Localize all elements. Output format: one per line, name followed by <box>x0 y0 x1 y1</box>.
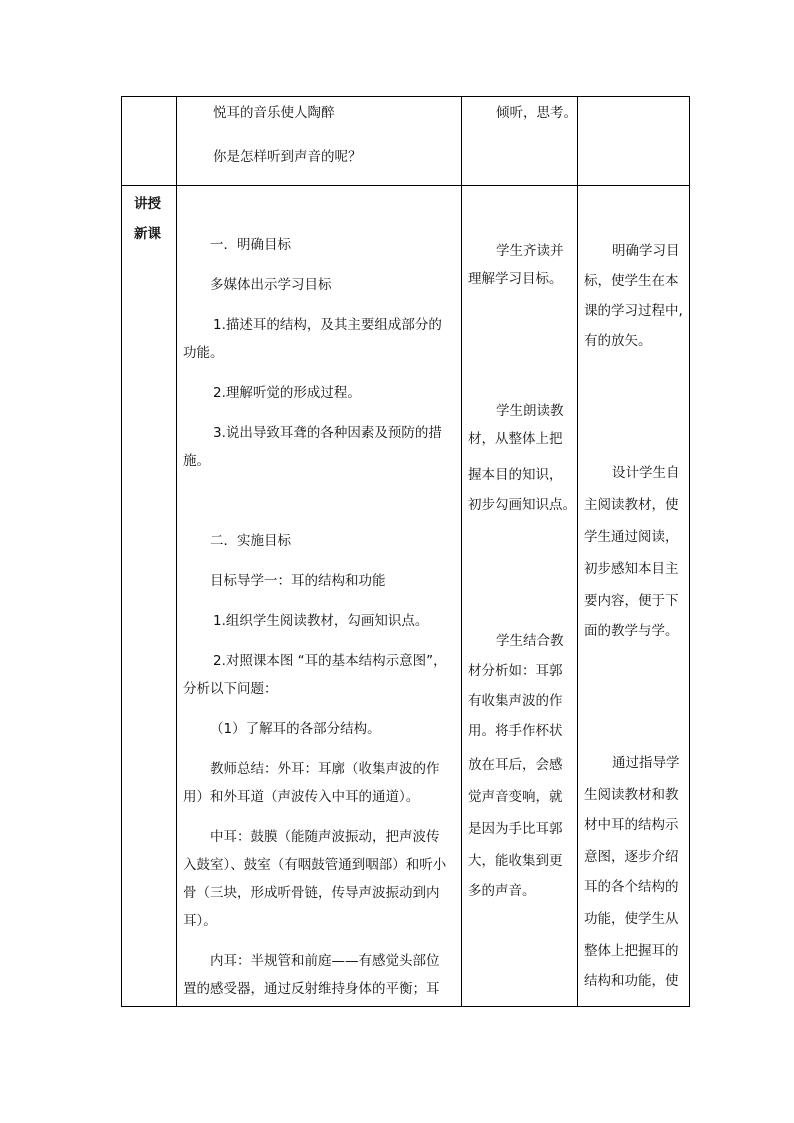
content-text: 多媒体出示学习目标 <box>210 277 332 293</box>
content-text: 3.说出导致耳聋的各种因素及预防的措 <box>213 425 442 441</box>
design-intent-text: 通过指导学 <box>612 755 680 771</box>
design-intent-text: 标，使学生在本 <box>584 273 679 289</box>
student-activity-intro: 倾听，思考。 <box>496 105 577 121</box>
student-activity-text: 觉声音变响，就 <box>468 789 563 805</box>
design-intent-text: 课的学习过程中, <box>584 303 683 319</box>
design-intent-text: 材中耳的结构示 <box>584 817 679 833</box>
content-text: 骨（三块，形成听骨链，传导声波振动到内 <box>183 885 440 901</box>
student-activity-text: 有收集声波的作 <box>468 693 563 709</box>
student-activity-text: 理解学习目标。 <box>468 271 563 287</box>
content-text: （1）了解耳的各部分结构。 <box>210 721 381 737</box>
student-activity-text: 材分析如：耳郭 <box>468 663 563 679</box>
row-divider <box>121 185 690 186</box>
design-intent-text: 意图，逐步介绍 <box>584 849 679 865</box>
student-activity-text: 学生齐读并 <box>496 243 564 259</box>
design-intent-text: 主阅读教材，使 <box>584 497 679 513</box>
table-border-right <box>689 96 690 1007</box>
student-activity-text: 用。将手作杯状 <box>468 723 563 739</box>
design-intent-text: 整体上把握耳的 <box>584 943 679 959</box>
student-activity-text: 大，能收集到更 <box>468 853 563 869</box>
content-heading-goals: 一．明确目标 <box>210 237 291 253</box>
intro-line-1: 悦耳的音乐使人陶醉 <box>213 105 335 121</box>
student-activity-text: 握本目的知识， <box>468 467 563 483</box>
student-activity-text: 是因为手比耳郭 <box>468 821 563 837</box>
intro-line-2: 你是怎样听到声音的呢？ <box>213 149 362 165</box>
student-activity-text: 学生结合教 <box>496 633 564 649</box>
column-divider-2 <box>461 96 462 1007</box>
content-text: 中耳：鼓膜（能随声波振动，把声波传 <box>210 829 440 845</box>
section-label-line-1: 讲授 <box>134 196 161 212</box>
content-text: 耳）。 <box>183 913 217 929</box>
content-heading-implement: 二．实施目标 <box>210 533 291 549</box>
design-intent-text: 面的教学与学。 <box>584 623 679 639</box>
student-activity-text: 学生朗读教 <box>496 403 564 419</box>
content-text: 2.理解听觉的形成过程。 <box>213 385 361 401</box>
design-intent-text: 初步感知本目主 <box>584 561 679 577</box>
table-border-bottom <box>121 1006 690 1007</box>
content-text: 1.组织学生阅读教材，勾画知识点。 <box>213 613 429 629</box>
content-text: 功能。 <box>183 345 224 361</box>
content-text: 目标导学一：耳的结构和功能 <box>210 573 386 589</box>
content-text: 2.对照课本图 “耳的基本结构示意图”， <box>213 653 447 669</box>
design-intent-text: 学生通过阅读， <box>584 529 679 545</box>
section-label-line-2: 新课 <box>134 226 161 242</box>
table-border-left <box>121 96 122 1007</box>
content-text: 内耳：半规管和前庭——有感觉头部位 <box>210 953 440 969</box>
content-text: 1.描述耳的结构，及其主要组成部分的 <box>213 317 442 333</box>
design-intent-text: 明确学习目 <box>612 243 680 259</box>
student-activity-text: 初步勾画知识点。 <box>468 497 576 513</box>
content-text: 教师总结：外耳：耳廓（收集声波的作 <box>210 761 440 777</box>
design-intent-text: 有的放矢。 <box>584 333 652 349</box>
content-text: 分析以下问题： <box>183 681 278 697</box>
design-intent-text: 生阅读教材和教 <box>584 787 679 803</box>
student-activity-text: 材，从整体上把 <box>468 431 563 447</box>
design-intent-text: 功能，使学生从 <box>584 911 679 927</box>
student-activity-text: 多的声音。 <box>468 883 536 899</box>
design-intent-text: 设计学生自 <box>612 465 680 481</box>
table-border-top <box>121 96 690 97</box>
content-text: 置的感受器，通过反射维持身体的平衡；耳 <box>183 981 440 997</box>
design-intent-text: 耳的各个结构的 <box>584 879 679 895</box>
column-divider-1 <box>176 96 177 1007</box>
content-text: 施。 <box>183 453 210 469</box>
student-activity-text: 放在耳后，会感 <box>468 757 563 773</box>
design-intent-text: 结构和功能，使 <box>584 973 679 989</box>
column-divider-3 <box>577 96 578 1007</box>
content-text: 入鼓室）、鼓室（有咽鼓管通到咽部）和听小 <box>183 857 447 873</box>
content-text: 用）和外耳道（声波传入中耳的通道）。 <box>183 789 420 805</box>
design-intent-text: 要内容，便于下 <box>584 593 679 609</box>
